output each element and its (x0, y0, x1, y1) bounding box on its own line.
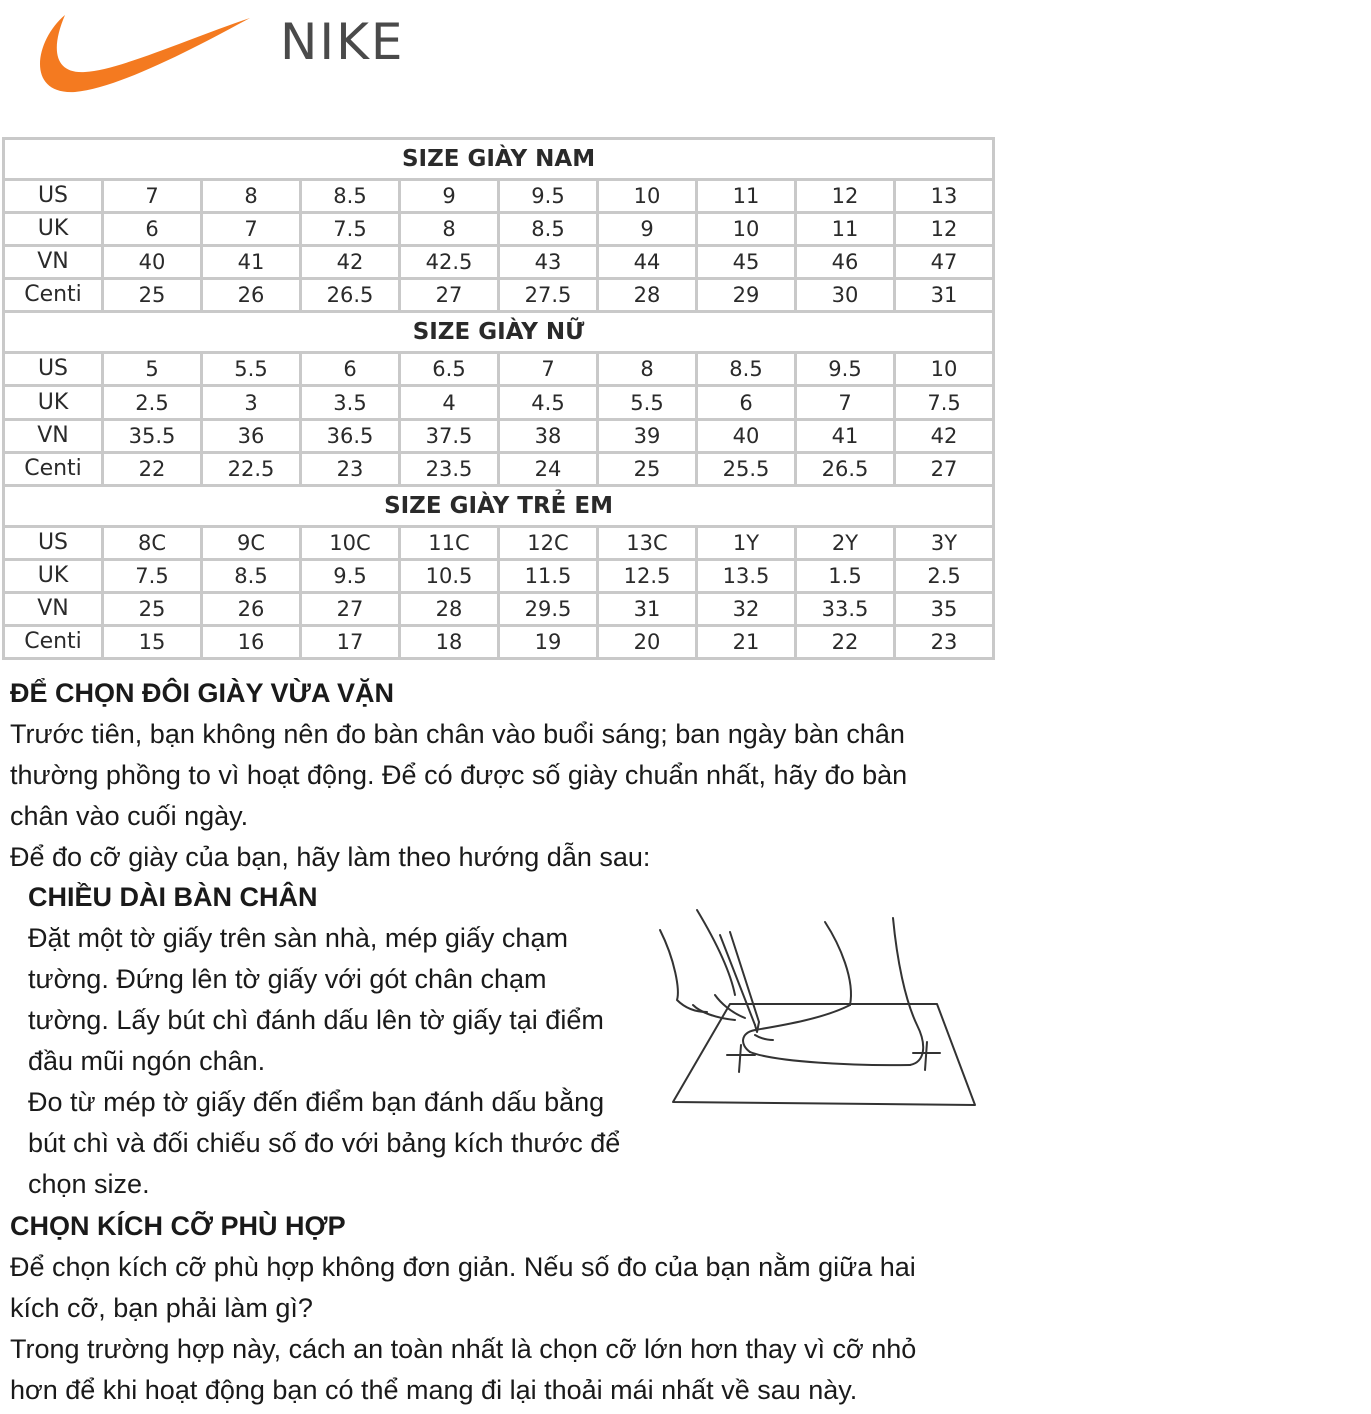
table-cell: 22 (103, 452, 202, 485)
length-line: Đo từ mép tờ giấy đến điểm bạn đánh dấu bằng (28, 1087, 605, 1117)
row-label: VN (4, 419, 103, 452)
table-cell: 9.5 (796, 353, 895, 386)
guide-intro-line: Để đo cỡ giày của bạn, hãy làm theo hướng dẫn sau: (10, 842, 651, 872)
section-title: SIZE GIÀY TRẺ EM (4, 485, 994, 526)
table-cell: 41 (796, 419, 895, 452)
table-cell: 17 (301, 625, 400, 658)
section-title: SIZE GIÀY NỮ (4, 312, 994, 353)
table-cell: 5.5 (202, 353, 301, 386)
table-cell: 18 (400, 625, 499, 658)
table-cell: 6 (103, 213, 202, 246)
table-cell: 23.5 (400, 452, 499, 485)
fit-line: hơn để khi hoạt động bạn có thể mang đi lại thoải mái nhất về sau này. (10, 1375, 858, 1405)
table-cell: 26 (202, 279, 301, 312)
row-label: UK (4, 559, 103, 592)
table-cell: 25 (598, 452, 697, 485)
table-cell: 9.5 (499, 180, 598, 213)
table-cell: 6 (697, 386, 796, 419)
table-row (4, 592, 994, 625)
fit-heading: CHỌN KÍCH CỠ PHÙ HỢP (10, 1211, 346, 1241)
table-cell: 12 (796, 180, 895, 213)
table-cell: 35 (895, 592, 994, 625)
table-cell: 27.5 (499, 279, 598, 312)
fit-line: kích cỡ, bạn phải làm gì? (10, 1293, 313, 1323)
table-cell: 8 (400, 213, 499, 246)
table-cell: 13 (895, 180, 994, 213)
row-label: Centi (4, 452, 103, 485)
table-cell: 42 (301, 246, 400, 279)
table-cell: 36.5 (301, 419, 400, 452)
table-cell: 13.5 (697, 559, 796, 592)
table-cell: 28 (598, 279, 697, 312)
table-cell: 27 (400, 279, 499, 312)
table-cell: 27 (301, 592, 400, 625)
table-cell: 42.5 (400, 246, 499, 279)
table-cell: 25.5 (697, 452, 796, 485)
table-cell: 11C (400, 526, 499, 559)
table-cell: 24 (499, 452, 598, 485)
row-label: UK (4, 213, 103, 246)
table-cell: 7 (103, 180, 202, 213)
table-row (4, 386, 994, 419)
table-cell: 9 (400, 180, 499, 213)
table-cell: 9.5 (301, 559, 400, 592)
length-line: bút chì và đối chiếu số đo với bảng kích thước để (28, 1128, 621, 1158)
table-section-row (4, 139, 994, 180)
table-cell: 8C (103, 526, 202, 559)
fit-line: Để chọn kích cỡ phù hợp không đơn giản. Nếu số đo của bạn nằm giữa hai (10, 1252, 916, 1282)
table-cell: 10 (895, 353, 994, 386)
table-cell: 31 (895, 279, 994, 312)
table-section-row (4, 485, 994, 526)
table-cell: 11 (796, 213, 895, 246)
table-cell: 11 (697, 180, 796, 213)
guide-intro-line: Trước tiên, bạn không nên đo bàn chân vào buổi sáng; ban ngày bàn chân (10, 719, 905, 749)
table-row (4, 559, 994, 592)
table-cell: 41 (202, 246, 301, 279)
table-cell: 20 (598, 625, 697, 658)
table-cell: 31 (598, 592, 697, 625)
guide-heading: ĐỂ CHỌN ĐÔI GIÀY VỪA VẶN (10, 678, 394, 708)
table-row (4, 213, 994, 246)
brand-logo (30, 10, 410, 100)
table-cell: 9C (202, 526, 301, 559)
table-cell: 47 (895, 246, 994, 279)
table-cell: 12.5 (598, 559, 697, 592)
table-cell: 7.5 (895, 386, 994, 419)
table-cell: 15 (103, 625, 202, 658)
table-cell: 28 (400, 592, 499, 625)
table-cell: 21 (697, 625, 796, 658)
table-cell: 46 (796, 246, 895, 279)
swoosh-icon (30, 10, 260, 100)
table-cell: 6 (301, 353, 400, 386)
table-row (4, 452, 994, 485)
table-row (4, 180, 994, 213)
table-cell: 5 (103, 353, 202, 386)
table-cell: 26.5 (301, 279, 400, 312)
row-label: UK (4, 386, 103, 419)
table-cell: 40 (103, 246, 202, 279)
row-label: US (4, 526, 103, 559)
row-label: US (4, 353, 103, 386)
table-cell: 12 (895, 213, 994, 246)
table-cell: 35.5 (103, 419, 202, 452)
table-row (4, 279, 994, 312)
table-cell: 39 (598, 419, 697, 452)
table-row (4, 419, 994, 452)
guide-intro-line: chân vào cuối ngày. (10, 801, 249, 831)
table-cell: 44 (598, 246, 697, 279)
table-cell: 29.5 (499, 592, 598, 625)
table-cell: 19 (499, 625, 598, 658)
table-cell: 3.5 (301, 386, 400, 419)
table-cell: 23 (895, 625, 994, 658)
table-cell: 7.5 (301, 213, 400, 246)
table-cell: 26 (202, 592, 301, 625)
table-cell: 43 (499, 246, 598, 279)
length-line: Đặt một tờ giấy trên sàn nhà, mép giấy chạm (28, 923, 568, 953)
row-label: VN (4, 592, 103, 625)
table-cell: 33.5 (796, 592, 895, 625)
table-cell: 6.5 (400, 353, 499, 386)
length-line: chọn size. (28, 1169, 150, 1199)
table-cell: 4 (400, 386, 499, 419)
section-title: SIZE GIÀY NAM (4, 139, 994, 180)
table-cell: 2.5 (895, 559, 994, 592)
guide-intro-line: thường phồng to vì hoạt động. Để có được số giày chuẩn nhất, hãy đo bàn (10, 760, 908, 790)
table-cell: 8.5 (202, 559, 301, 592)
table-cell: 26.5 (796, 452, 895, 485)
table-cell: 10 (598, 180, 697, 213)
table-row (4, 625, 994, 658)
table-cell: 1.5 (796, 559, 895, 592)
table-cell: 10 (697, 213, 796, 246)
row-label: US (4, 180, 103, 213)
table-cell: 32 (697, 592, 796, 625)
length-line: tường. Đứng lên tờ giấy với gót chân chạm (28, 964, 547, 994)
length-line: đầu mũi ngón chân. (28, 1046, 266, 1076)
table-cell: 12C (499, 526, 598, 559)
table-cell: 5.5 (598, 386, 697, 419)
table-cell: 10C (301, 526, 400, 559)
row-label: Centi (4, 625, 103, 658)
table-row (4, 526, 994, 559)
fit-line: Trong trường hợp này, cách an toàn nhất là chọn cỡ lớn hơn thay vì cỡ nhỏ (10, 1334, 917, 1364)
table-cell: 45 (697, 246, 796, 279)
table-cell: 22 (796, 625, 895, 658)
table-cell: 13C (598, 526, 697, 559)
table-cell: 42 (895, 419, 994, 452)
table-cell: 2Y (796, 526, 895, 559)
table-cell: 8 (598, 353, 697, 386)
table-cell: 8.5 (301, 180, 400, 213)
table-cell: 8.5 (697, 353, 796, 386)
table-cell: 4.5 (499, 386, 598, 419)
table-cell: 7 (202, 213, 301, 246)
table-cell: 30 (796, 279, 895, 312)
table-cell: 8 (202, 180, 301, 213)
table-cell: 25 (103, 592, 202, 625)
table-cell: 29 (697, 279, 796, 312)
table-cell: 9 (598, 213, 697, 246)
table-cell: 10.5 (400, 559, 499, 592)
table-row (4, 246, 994, 279)
row-label: Centi (4, 279, 103, 312)
table-cell: 7 (796, 386, 895, 419)
row-label: VN (4, 246, 103, 279)
table-cell: 16 (202, 625, 301, 658)
table-cell: 37.5 (400, 419, 499, 452)
table-cell: 40 (697, 419, 796, 452)
table-cell: 38 (499, 419, 598, 452)
length-line: tường. Lấy bút chì đánh dấu lên tờ giấy tại điểm (28, 1005, 604, 1035)
table-cell: 8.5 (499, 213, 598, 246)
table-cell: 1Y (697, 526, 796, 559)
length-heading: CHIỀU DÀI BÀN CHÂN (28, 882, 318, 912)
table-cell: 11.5 (499, 559, 598, 592)
table-cell: 3 (202, 386, 301, 419)
table-section-row (4, 312, 994, 353)
table-cell: 7 (499, 353, 598, 386)
foot-measuring-icon (655, 900, 980, 1110)
table-cell: 36 (202, 419, 301, 452)
table-row (4, 353, 994, 386)
size-chart-table (2, 137, 995, 660)
table-cell: 2.5 (103, 386, 202, 419)
table-cell: 7.5 (103, 559, 202, 592)
table-cell: 3Y (895, 526, 994, 559)
brand-wordmark: NIKE (280, 13, 405, 71)
table-cell: 25 (103, 279, 202, 312)
table-cell: 23 (301, 452, 400, 485)
table-cell: 22.5 (202, 452, 301, 485)
table-cell: 27 (895, 452, 994, 485)
